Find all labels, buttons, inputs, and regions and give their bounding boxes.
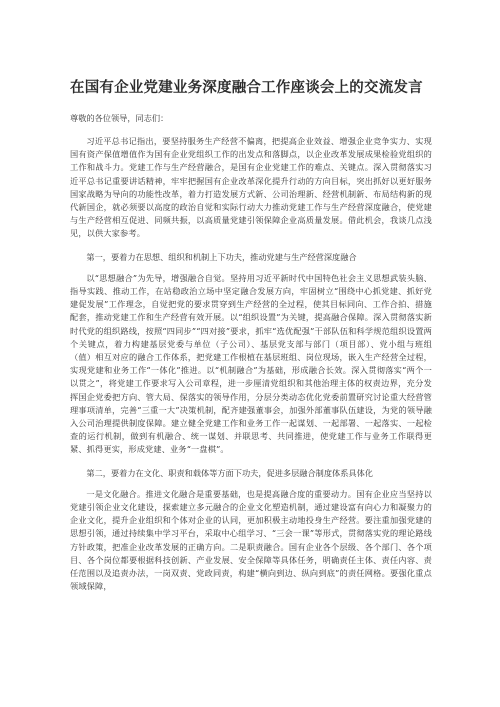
section-1-body: 以“思想融合”为先导，增强融合自觉。坚持用习近平新时代中国特色社会主义思想武装头脑、指导实践、推动工作，在站稳政治立场中坚定融合发展方向，牢固树立“围绕中心抓党建、抓好党建促发展”工作理念，自觉把党的要求贯穿到生产经营的全过程，使其目标同向、工作合拍、措施配套，推动党建工作和生产经营有效开展。以“组织设置”为关键，提高融合保障。深入贯彻落实新时代党的组织路线，按照“四同步”“四对接”要求，抓牢“选优配强”干部队伍和科学规范组织设置两个关键点，着力构建基层党委与单位（子公司）、基层党支部与部门（项目部）、党小组与班组（值）相互对应的融合工作体系，把党建工作根植在基层班组、岗位现场，嵌入生产经营全过程，实现党建和业务工作“一体化”推进。以“机制融合”为基础，形成融合长效。深入贯彻落实“两个一以贯之”，将党建工作要求写入公司章程，进一步厘清党组织和其他治理主体的权责边界，充分发挥国企党委把方向、管大局、保落实的领导作用，分层分类动态优化党委前置研究讨论重大经营管理事项清单，完善“三重一大”决策机制，配齐建强董事会，加强外部董事队伍建设，为党的领导融入公司治理提供制度保障。建立健全党建工作和业务工作一起谋划、一起部署、一起落实、一起检查的运行机制，做到有机融合、统一谋划、并联思考、共同推进，使党建工作与业务工作联得更紧、抓得更实，形成党建、业务“一盘棋”。 bbox=[70, 272, 432, 455]
section-1-heading: 第一，要着力在思想、组织和机制上下功夫，推动党建与生产经营深度融合 bbox=[86, 251, 357, 262]
salutation: 尊敬的各位领导，同志们： bbox=[70, 113, 169, 123]
section-2-body: 一是文化融合。推进文化融合是重要基础，也是提高融合度的重要动力。国有企业应当坚持以党建引领企业文化建设，探索建立多元融合的企业文化塑造机制，通过建设富有向心力和凝聚力的企业文化，提升企业组织和个体对企业的认同，更加积极主动地投身生产经营。要注重加强党建的思想引领，通过持续集中学习平台，采取中心组学习、“三会一课”等形式，贯彻落实党的理论路线方针政策，把准企业改革发展的正确方向。二是职责融合。国有企业各个层级、各个部门、各个项目、各个岗位都要根据科技创新、产业发展、安全保障等具体任务，明确责任主体、责任内容、责任范围以及追责办法，一岗双责、党政同责，构建“横向到边、纵向到底”的责任网格。要强化重点领域保障， bbox=[70, 488, 432, 592]
intro-paragraph: 习近平总书记指出，要坚持服务生产经营不偏离，把提高企业效益、增强企业竞争实力、实现国有资产保值增值作为国有企业党组织工作的出发点和落脚点，以企业改革发展成果检验党组织的工作和战斗力。党建工作与生产经营融合，是国有企业党建工作的难点、关键点。深入贯彻落实习近平总书记重要讲话精神，牢牢把握国有企业改革深化提升行动的方向目标，突出抓好以更好服务国家战略为导向的功能性改革，着力打造发展方式新、公司治理新、经营机制新、布局结构新的现代新国企，就必须要以高度的政治自觉和实际行动大力推动党建工作与生产经营深度融合，使党建与生产经营相互促进、同频共振，以高质量党建引领保障企业高质量发展。借此机会，我谈几点浅见，以供大家参考。 bbox=[70, 136, 432, 239]
document-title: 在国有企业党建业务深度融合工作座谈会上的交流发言 bbox=[70, 80, 423, 96]
section-2-heading: 第二，要着力在文化、职责和载体等方面下功夫，促进多层融合制度体系具体化 bbox=[86, 467, 373, 478]
document-page bbox=[70, 76, 432, 604]
